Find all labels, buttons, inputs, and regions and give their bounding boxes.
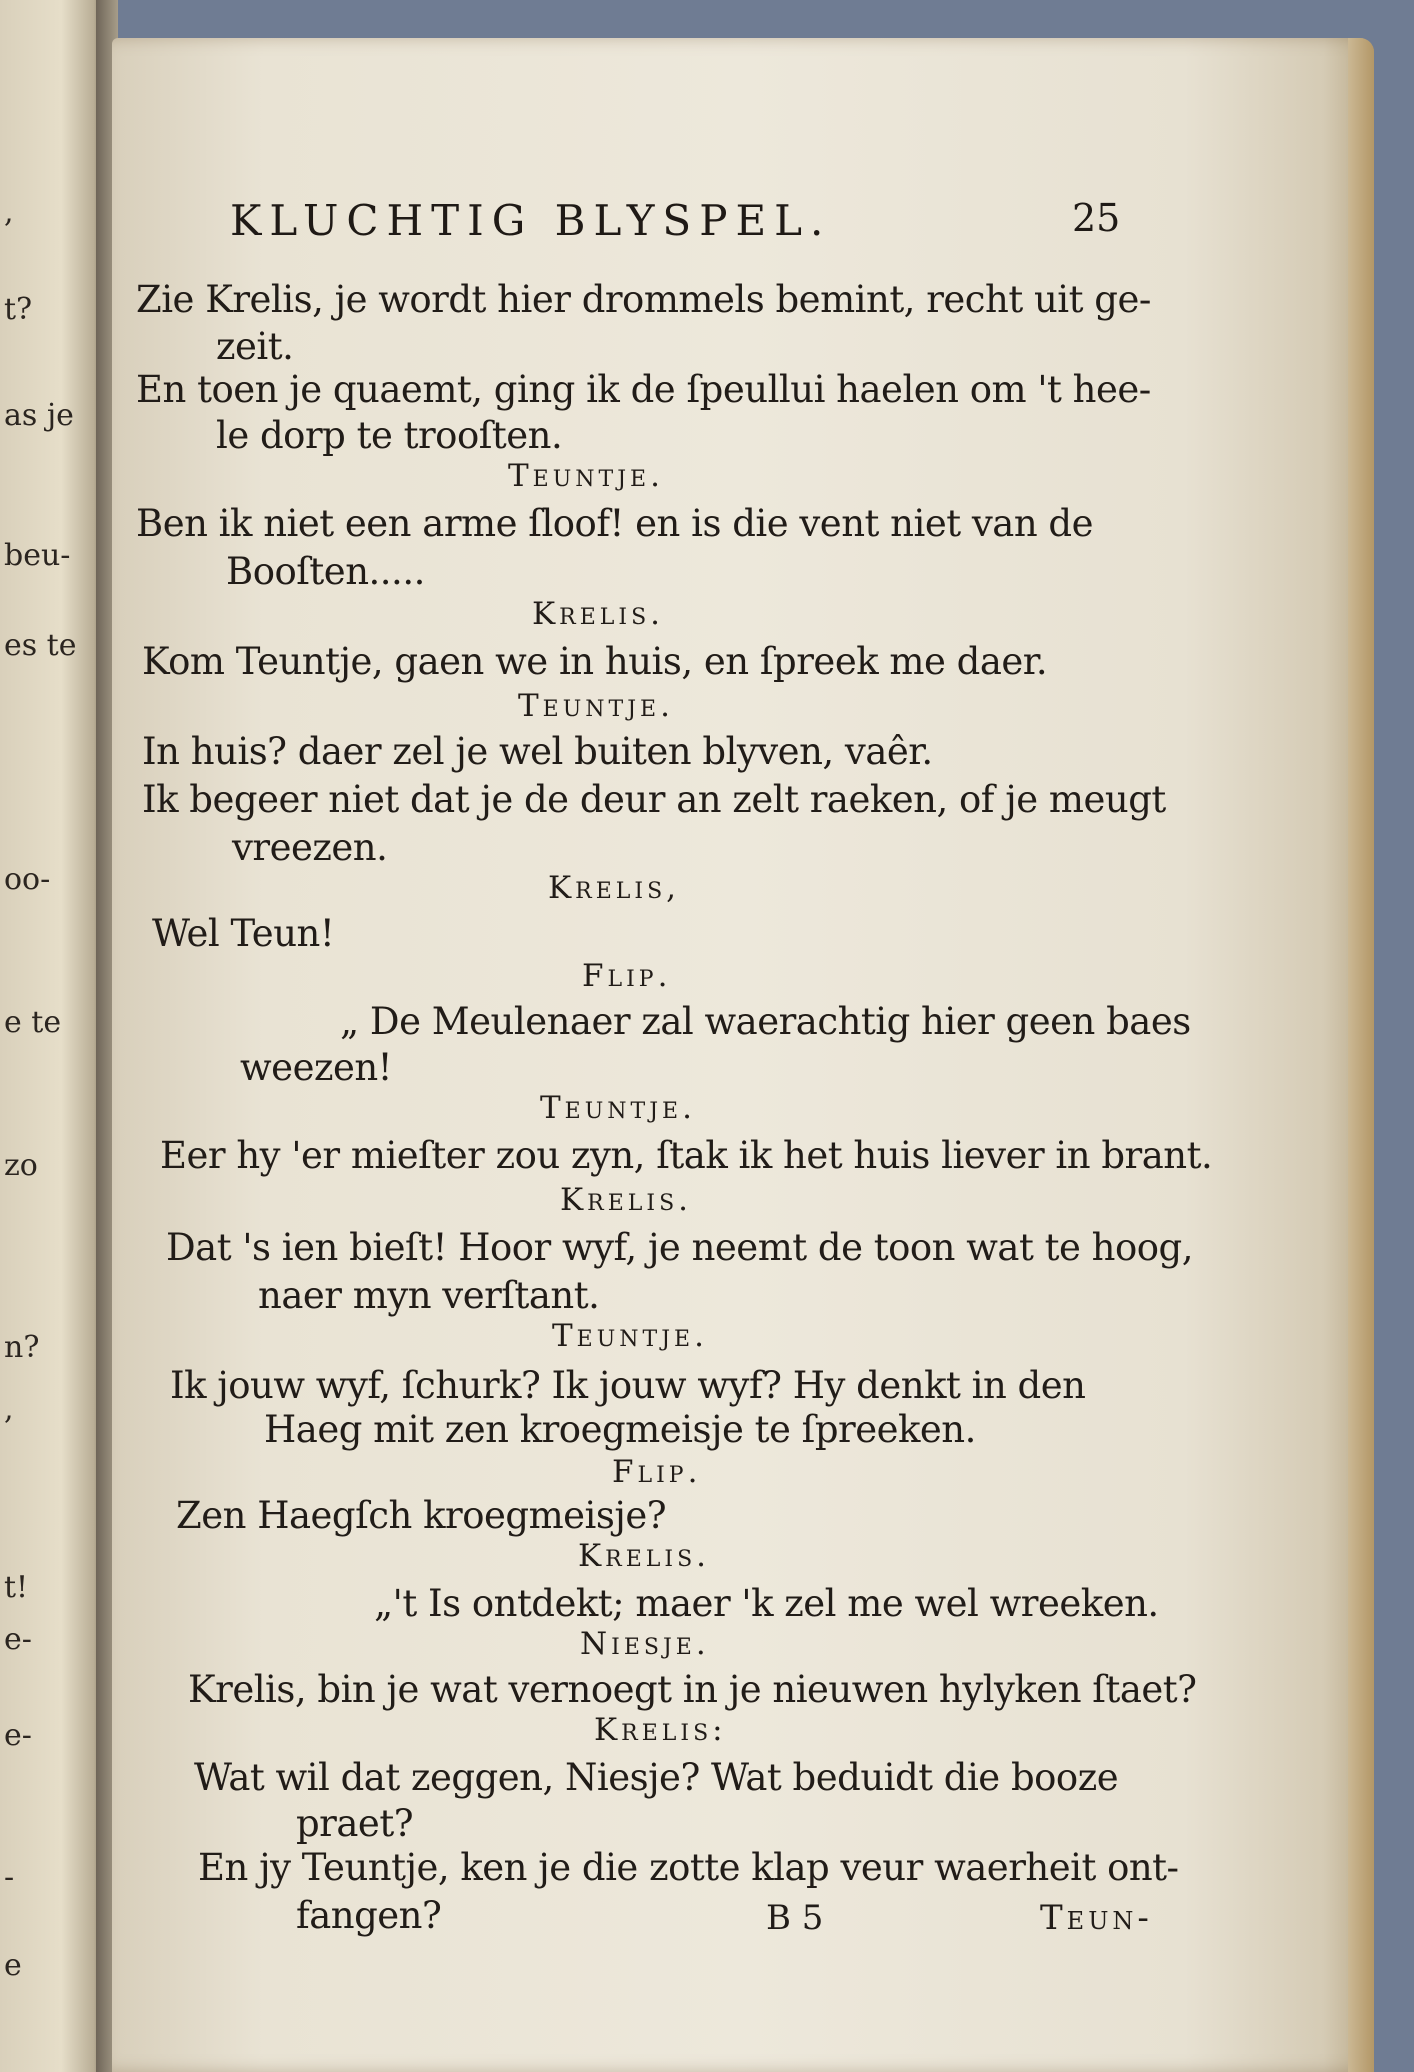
speaker-name: Krelis: [594, 1712, 727, 1748]
verse-line: „ De Meulenaer zal waerachtig hier geen baes [340, 1000, 1191, 1043]
running-title: KLUCHTIG BLYSPEL. [230, 196, 832, 245]
verse-line: fangen? [296, 1894, 442, 1937]
signature-mark: B 5 [766, 1898, 824, 1938]
speaker-name: Krelis, [548, 870, 681, 906]
verse-line: praet? [296, 1802, 414, 1845]
verse-line: weezen! [240, 1046, 393, 1089]
left-fragment: oo- [4, 862, 51, 897]
speaker-name: Krelis. [578, 1538, 711, 1574]
verse-line: Wel Teun! [152, 912, 335, 955]
page-number: 25 [1072, 196, 1121, 240]
catchword: Teun- [1040, 1898, 1153, 1938]
verse-line: In huis? daer zel je wel buiten blyven, vaêr. [142, 730, 933, 773]
speaker-name: Teuntje. [518, 688, 674, 724]
speaker-name: Flip. [612, 1454, 702, 1490]
verse-line: Wat wil dat zeggen, Niesje? Wat beduidt die booze [194, 1756, 1119, 1799]
speaker-name: Krelis. [532, 596, 665, 632]
left-fragment: , [4, 1392, 14, 1427]
speaker-name: Niesje. [580, 1626, 710, 1662]
speaker-name: Teuntje. [540, 1090, 696, 1126]
verse-line: vreezen. [232, 826, 388, 869]
verse-line: En toen je quaemt, ging ik de ſpeullui haelen om 't hee- [136, 368, 1151, 411]
verse-line: Haeg mit zen kroegmeisje te ſpreeken. [264, 1408, 976, 1451]
left-fragment: es te [4, 628, 77, 663]
verse-line: Ik begeer niet dat je de deur an zelt raeken, of je meugt [142, 778, 1166, 821]
page-edge [1348, 38, 1374, 2072]
left-fragment: n? [4, 1330, 40, 1365]
verse-line: Eer hy 'er mieſter zou zyn, ſtak ik het huis liever in brant. [160, 1134, 1213, 1177]
left-fragment: t! [4, 1570, 29, 1605]
verse-line: Ben ik niet een arme ſloof! en is die vent niet van de [136, 502, 1093, 545]
speaker-name: Krelis. [560, 1182, 693, 1218]
verse-line: le dorp te trooſten. [216, 414, 563, 457]
verse-line: „'t Is ontdekt; maer 'k zel me wel wreeken. [374, 1582, 1159, 1625]
verse-line: Booſten..... [226, 550, 425, 593]
verse-line: En jy Teuntje, ken je die zotte klap veur waerheit ont- [198, 1846, 1179, 1889]
left-fragment: e- [4, 1718, 32, 1753]
left-fragment: as je [4, 398, 74, 433]
speaker-name: Teuntje. [552, 1318, 708, 1354]
left-fragment: - [4, 1860, 15, 1895]
speaker-name: Teuntje. [508, 458, 664, 494]
left-fragment: t? [4, 292, 33, 327]
verse-line: Zie Krelis, je wordt hier drommels bemint, recht uit ge- [136, 278, 1151, 321]
left-fragment: beu- [4, 538, 71, 573]
verse-line: zeit. [216, 325, 294, 368]
left-page-edge [0, 0, 102, 2072]
verse-line: Krelis, bin je wat vernoegt in je nieuwen hylyken ſtaet? [188, 1668, 1197, 1711]
left-fragment: zo [4, 1148, 38, 1183]
verse-line: naer myn verſtant. [258, 1274, 600, 1317]
left-fragment: , [4, 195, 14, 230]
speaker-name: Flip. [582, 958, 672, 994]
verse-line: Ik jouw wyf, ſchurk? Ik jouw wyf? Hy denkt in den [170, 1364, 1086, 1407]
left-fragment: e [4, 1948, 22, 1983]
left-fragment: e te [4, 1005, 62, 1040]
verse-line: Zen Haegſch kroegmeisje? [176, 1494, 667, 1537]
verse-line: Dat 's ien bieſt! Hoor wyf, je neemt de toon wat te hoog, [166, 1226, 1193, 1269]
verse-line: Kom Teuntje, gaen we in huis, en ſpreek me daer. [142, 640, 1048, 683]
left-fragment: e- [4, 1622, 32, 1657]
